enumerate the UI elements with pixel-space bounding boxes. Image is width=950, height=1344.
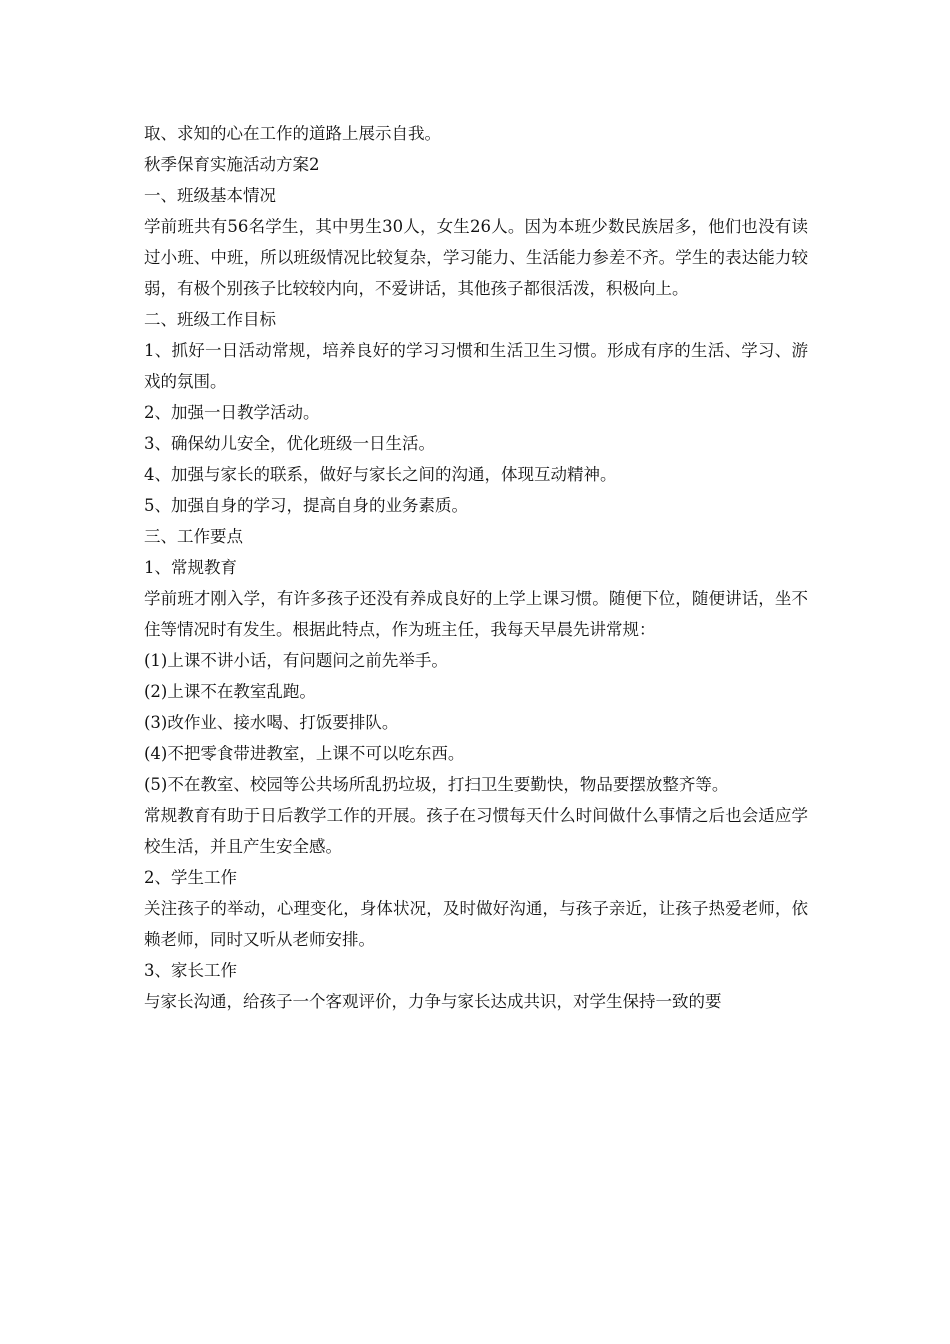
subheading-parent-work: 3、家长工作 [144, 961, 237, 980]
rule-item-3: (3)改作业、接水喝、打饭要排队。 [144, 713, 399, 732]
class-overview-paragraph: 学前班共有56名学生，其中男生30人，女生26人。因为本班少数民族居多，他们也没有读过小班、中班，所以班级情况比较复杂，学习能力、生活能力参差不齐。学生的表达能力较弱，有极个别孩子比较较内向，不爱讲话，其他孩子都很活泼，积极向上。 [144, 217, 808, 298]
goal-item-1: 1、抓好一日活动常规，培养良好的学习习惯和生活卫生习惯。形成有序的生活、学习、游戏的氛围。 [144, 341, 808, 391]
rule-item-2: (2)上课不在教室乱跑。 [144, 682, 316, 701]
section-heading-1: 一、班级基本情况 [144, 186, 276, 205]
routine-intro-paragraph: 学前班才刚入学，有许多孩子还没有养成良好的上学上课习惯。随便下位，随便讲话，坐不住等情况时有发生。根据此特点，作为班主任，我每天早晨先讲常规： [144, 589, 808, 639]
goal-item-5: 5、加强自身的学习，提高自身的业务素质。 [144, 496, 468, 515]
student-work-paragraph: 关注孩子的举动，心理变化，身体状况，及时做好沟通，与孩子亲近，让孩子热爱老师，依赖老师，同时又听从老师安排。 [144, 899, 808, 949]
section-heading-3: 三、工作要点 [144, 527, 243, 546]
subheading-student-work: 2、学生工作 [144, 868, 237, 887]
goal-item-3: 3、确保幼儿安全，优化班级一日生活。 [144, 434, 435, 453]
parent-work-paragraph: 与家长沟通，给孩子一个客观评价，力争与家长达成共识，对学生保持一致的要 [144, 992, 722, 1011]
rule-item-4: (4)不把零食带进教室，上课不可以吃东西。 [144, 744, 465, 763]
rule-item-1: (1)上课不讲小话，有问题问之前先举手。 [144, 651, 448, 670]
goal-item-2: 2、加强一日教学活动。 [144, 403, 320, 422]
document-title: 秋季保育实施活动方案2 [144, 155, 320, 174]
section-heading-2: 二、班级工作目标 [144, 310, 276, 329]
rule-item-5: (5)不在教室、校园等公共场所乱扔垃圾，打扫卫生要勤快，物品要摆放整齐等。 [144, 775, 729, 794]
subheading-routine-education: 1、常规教育 [144, 558, 237, 577]
routine-summary-paragraph: 常规教育有助于日后教学工作的开展。孩子在习惯每天什么时间做什么事情之后也会适应学校生活，并且产生安全感。 [144, 806, 808, 856]
goal-item-4: 4、加强与家长的联系，做好与家长之间的沟通，体现互动精神。 [144, 465, 617, 484]
paragraph-continuation: 取、求知的心在工作的道路上展示自我。 [144, 124, 441, 143]
document-body [144, 118, 808, 1017]
